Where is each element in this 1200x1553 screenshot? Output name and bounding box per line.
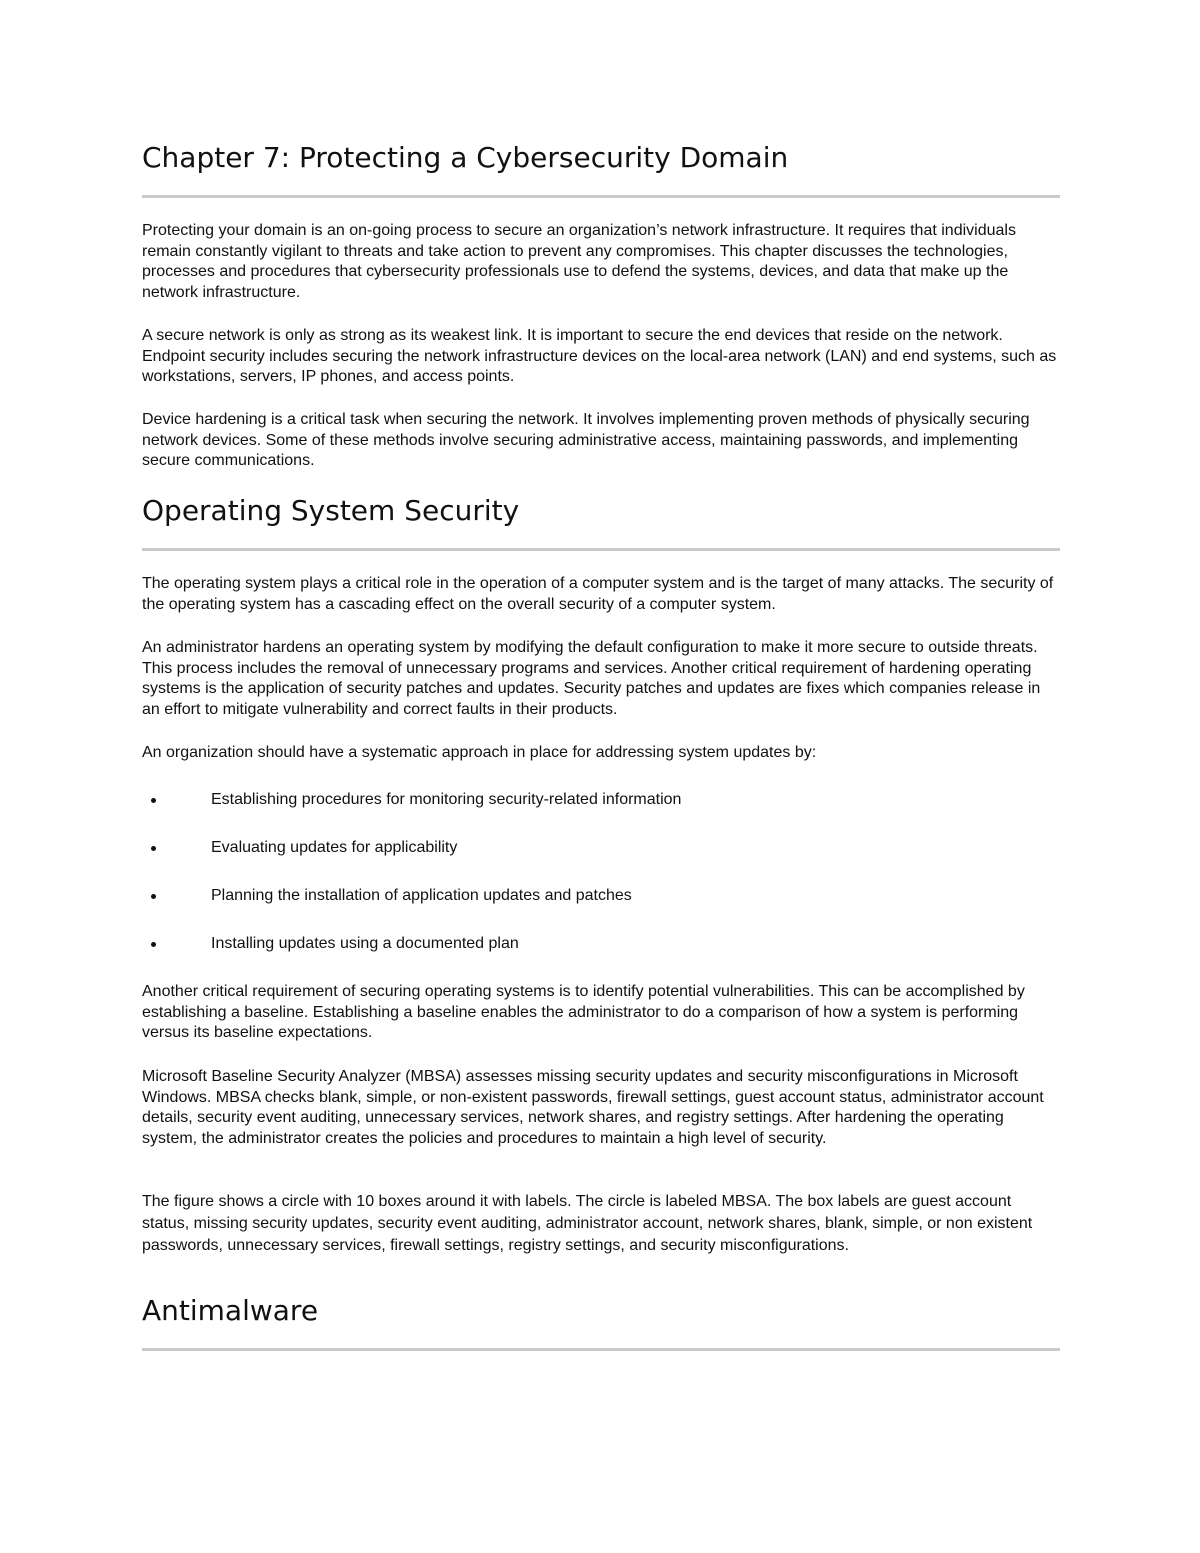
bullet-icon <box>151 846 156 851</box>
list-item-text: Establishing procedures for monitoring security-related information <box>211 791 682 808</box>
os-paragraph-4: Another critical requirement of securing operating systems is to identify potential vulnerabilities. This can be accomplished by establishing a baseline. Establishing a baseline enables the administrator to do a comparison of how a system is performing versus its baseline expectations. <box>142 983 1025 1041</box>
bullet-icon <box>151 798 156 803</box>
chapter-title: Chapter 7: Protecting a Cybersecurity Domain <box>142 141 789 174</box>
bullet-icon <box>151 942 156 947</box>
figure-description: The figure shows a circle with 10 boxes around it with labels. The circle is labeled MBSA. The box labels are guest account status, missing security updates, security event auditing, administrator account, network shares, blank, simple, or non existent passwords, unnecessary services, firewall settings, registry settings, and security misconfigurations. <box>142 1193 1033 1254</box>
antimalware-rule <box>142 1348 1060 1351</box>
list-item-text: Evaluating updates for applicability <box>211 839 458 856</box>
chapter-paragraph-3: Device hardening is a critical task when securing the network. It involves implementing proven methods of physically securing network devices. Some of these methods involve securing administrative access, maintaining passwords, and implementing secure communications. <box>142 411 1030 469</box>
os-security-heading: Operating System Security <box>142 494 520 527</box>
antimalware-heading: Antimalware <box>142 1294 319 1327</box>
os-paragraph-3: An organization should have a systematic approach in place for addressing system updates by: <box>142 744 817 761</box>
os-security-rule <box>142 548 1060 551</box>
bullet-icon <box>151 894 156 899</box>
list-item-text: Installing updates using a documented plan <box>211 935 519 952</box>
chapter-paragraph-1: Protecting your domain is an on-going process to secure an organization’s network infrastructure. It requires that individuals remain constantly vigilant to threats and take action to prevent any compromises. This chapter discusses the technologies, processes and procedures that cybersecurity professionals use to defend the systems, devices, and data that make up the network infrastructure. <box>142 222 1016 301</box>
list-item-text: Planning the installation of application updates and patches <box>211 887 632 904</box>
chapter-title-rule <box>142 195 1060 198</box>
os-paragraph-2: An administrator hardens an operating system by modifying the default configuration to make it more secure to outside threats. This process includes the removal of unnecessary programs and services. Another critical requirement of hardening operating systems is the application of security patches and updates. Security patches and updates are fixes which companies release in an effort to mitigate vulnerability and correct faults in their products. <box>142 639 1041 718</box>
document-page <box>142 0 1060 1553</box>
chapter-paragraph-2: A secure network is only as strong as its weakest link. It is important to secure the end devices that reside on the network. Endpoint security includes securing the network infrastructure devices on the local-area network (LAN) and end systems, such as workstations, servers, IP phones, and access points. <box>142 327 1057 385</box>
os-paragraph-5: Microsoft Baseline Security Analyzer (MBSA) assesses missing security updates and security misconfigurations in Microsoft Windows. MBSA checks blank, simple, or non-existent passwords, firewall settings, guest account status, administrator account details, security event auditing, unnecessary services, network shares, and registry settings. After hardening the operating system, the administrator creates the policies and procedures to maintain a high level of security. <box>142 1068 1044 1147</box>
os-paragraph-1: The operating system plays a critical role in the operation of a computer system and is the target of many attacks. The security of the operating system has a cascading effect on the overall security of a computer system. <box>142 575 1054 613</box>
